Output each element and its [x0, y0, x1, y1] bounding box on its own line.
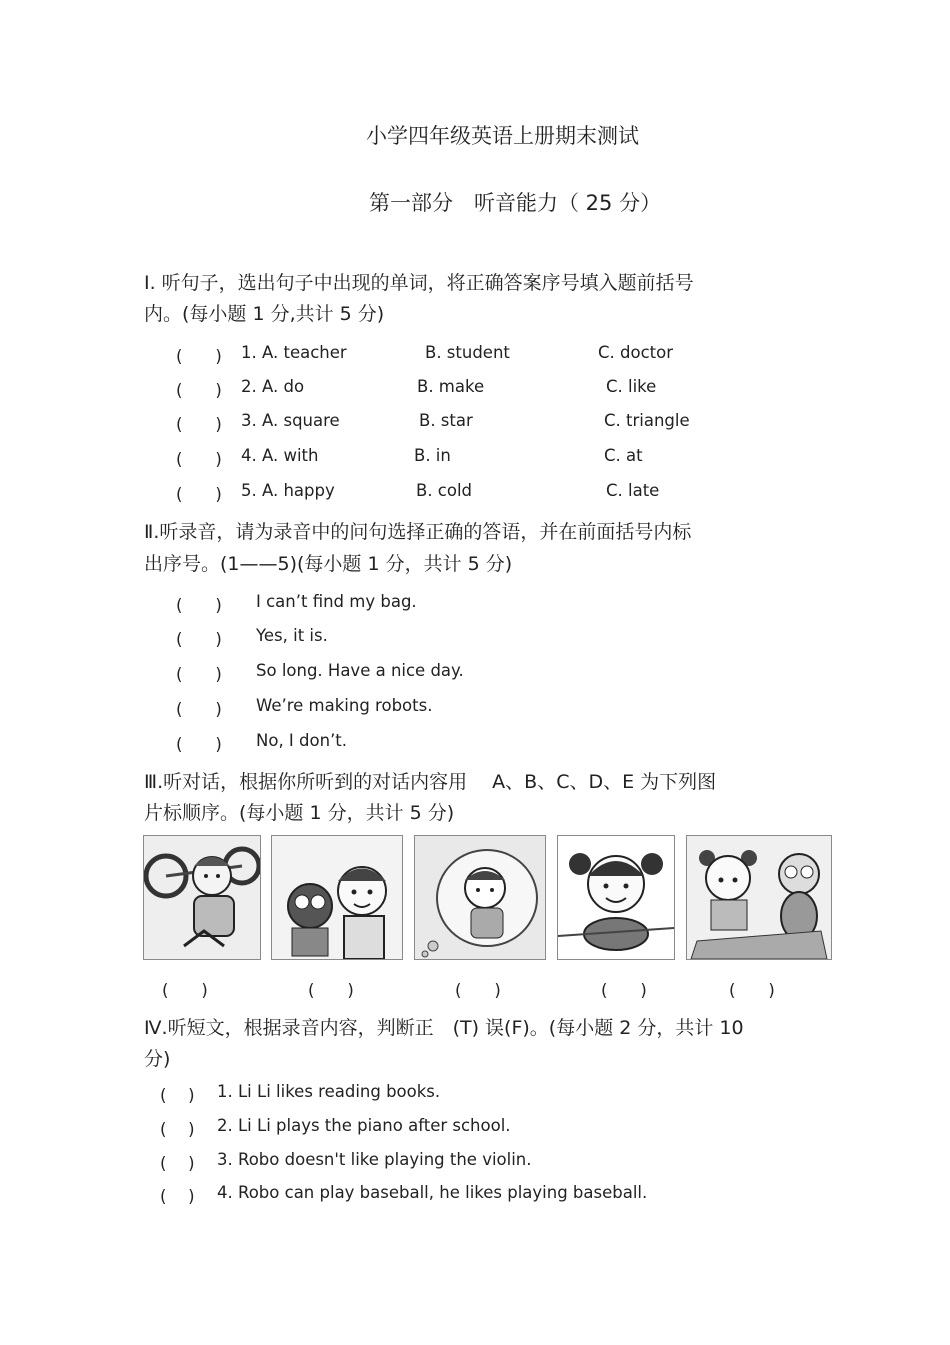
answer-bracket[interactable]: ( ) — [176, 700, 222, 719]
girl-eating-picture — [557, 835, 675, 960]
option-a: 3. A. square — [241, 411, 340, 430]
answer-bracket[interactable]: ( ) — [160, 1120, 195, 1139]
response-option: Yes, it is. — [256, 626, 328, 645]
option-b: B. student — [425, 343, 510, 362]
answer-bracket[interactable]: ( ) — [176, 347, 222, 366]
option-c: C. like — [606, 377, 657, 396]
answer-bracket[interactable]: ( ) — [308, 981, 354, 1000]
statement: 2. Li Li plays the piano after school. — [217, 1116, 511, 1135]
answer-bracket[interactable]: ( ) — [162, 981, 208, 1000]
boy-with-bicycle-picture — [143, 835, 261, 960]
statement: 3. Robo doesn't like playing the violin. — [217, 1150, 532, 1169]
option-c: C. triangle — [604, 411, 690, 430]
girl-and-robot-picture — [686, 835, 832, 960]
option-a: 5. A. happy — [241, 481, 335, 500]
section2-heading-line2: 出序号。(1——5)(每小题 1 分，共计 5 分) — [144, 553, 513, 575]
option-a: 4. A. with — [241, 446, 319, 465]
option-b: B. make — [417, 377, 485, 396]
answer-bracket[interactable]: ( ) — [176, 596, 222, 615]
answer-bracket[interactable]: ( ) — [176, 485, 222, 504]
answer-bracket[interactable]: ( ) — [729, 981, 775, 1000]
part-heading: 第一部分 听音能力（ 25 分） — [369, 191, 662, 215]
robot-and-boy-picture — [271, 835, 403, 960]
section3-heading-line1: Ⅲ.听对话，根据你所听到的对话内容用 A、B、C、D、E 为下列图 — [144, 771, 717, 793]
statement: 4. Robo can play baseball, he likes playing baseball. — [217, 1183, 648, 1202]
answer-bracket[interactable]: ( ) — [176, 665, 222, 684]
option-a: 1. A. teacher — [241, 343, 347, 362]
section1-heading-line1: Ⅰ. 听句子，选出句子中出现的单词，将正确答案序号填入题前括号 — [144, 272, 694, 294]
answer-bracket[interactable]: ( ) — [176, 450, 222, 469]
response-option: So long. Have a nice day. — [256, 661, 464, 680]
answer-bracket[interactable]: ( ) — [160, 1154, 195, 1173]
answer-bracket[interactable]: ( ) — [176, 735, 222, 754]
boy-thinking-picture — [414, 835, 546, 960]
response-option: I can’t find my bag. — [256, 592, 417, 611]
section4-heading-line2: 分) — [144, 1048, 171, 1070]
statement: 1. Li Li likes reading books. — [217, 1082, 441, 1101]
section2-heading-line1: Ⅱ.听录音，请为录音中的问句选择正确的答语，并在前面括号内标 — [144, 521, 692, 543]
answer-bracket[interactable]: ( ) — [601, 981, 647, 1000]
option-c: C. late — [606, 481, 660, 500]
answer-bracket[interactable]: ( ) — [455, 981, 501, 1000]
answer-bracket[interactable]: ( ) — [160, 1086, 195, 1105]
answer-bracket[interactable]: ( ) — [176, 630, 222, 649]
option-b: B. in — [414, 446, 451, 465]
option-a: 2. A. do — [241, 377, 305, 396]
response-option: No, I don’t. — [256, 731, 348, 750]
answer-bracket[interactable]: ( ) — [176, 381, 222, 400]
answer-bracket[interactable]: ( ) — [176, 415, 222, 434]
option-b: B. cold — [416, 481, 473, 500]
section1-heading-line2: 内。(每小题 1 分,共计 5 分) — [144, 303, 385, 325]
option-b: B. star — [419, 411, 473, 430]
section4-heading-line1: Ⅳ.听短文，根据录音内容，判断正 (T) 误(F)。(每小题 2 分，共计 10 — [144, 1017, 744, 1039]
page-title: 小学四年级英语上册期末测试 — [366, 124, 639, 148]
option-c: C. doctor — [598, 343, 673, 362]
response-option: We’re making robots. — [256, 696, 433, 715]
option-c: C. at — [604, 446, 643, 465]
section3-heading-line2: 片标顺序。(每小题 1 分，共计 5 分) — [144, 802, 455, 824]
answer-bracket[interactable]: ( ) — [160, 1187, 195, 1206]
